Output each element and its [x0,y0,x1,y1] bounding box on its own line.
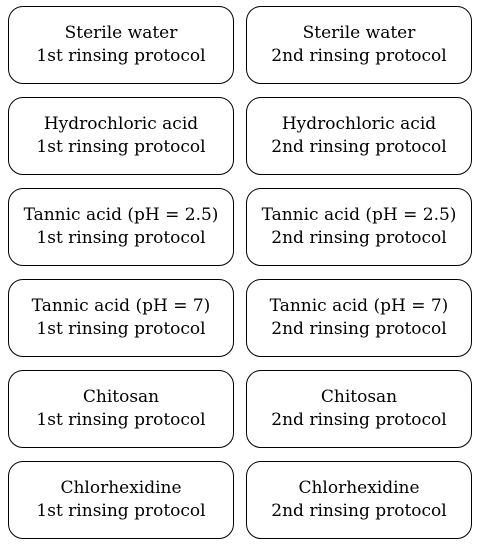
protocol-label: 2nd rinsing protocol [271,410,447,430]
protocol-label: 1st rinsing protocol [36,319,206,339]
box-hydrochloric-acid-1st [8,97,234,175]
treatment-label: Tannic acid (pH = 7) [31,296,211,316]
box-tannic-acid-ph7-2nd [246,279,472,357]
protocol-label: 1st rinsing protocol [36,137,206,157]
box-tannic-acid-ph7-1st [8,279,234,357]
protocol-label: 2nd rinsing protocol [271,46,447,66]
protocol-label: 2nd rinsing protocol [271,319,447,339]
treatment-label: Chlorhexidine [60,478,182,498]
treatment-label: Sterile water [302,23,416,43]
treatment-label: Hydrochloric acid [43,114,199,134]
protocol-label: 2nd rinsing protocol [271,501,447,521]
treatment-label: Sterile water [64,23,178,43]
box-tannic-acid-ph25-2nd [246,188,472,266]
treatment-label: Tannic acid (pH = 7) [269,296,449,316]
box-chlorhexidine-1st [8,461,234,539]
protocol-label: 1st rinsing protocol [36,46,206,66]
box-sterile-water-1st [8,6,234,84]
protocol-label: 1st rinsing protocol [36,410,206,430]
box-tannic-acid-ph25-1st [8,188,234,266]
treatment-label: Chitosan [320,387,398,407]
protocol-label: 1st rinsing protocol [36,501,206,521]
box-chitosan-2nd [246,370,472,448]
treatment-label: Chitosan [82,387,160,407]
treatment-label: Tannic acid (pH = 2.5) [23,205,219,225]
box-chitosan-1st [8,370,234,448]
protocol-label: 2nd rinsing protocol [271,137,447,157]
treatment-label: Hydrochloric acid [281,114,437,134]
protocol-label: 2nd rinsing protocol [271,228,447,248]
treatment-label: Tannic acid (pH = 2.5) [261,205,457,225]
box-sterile-water-2nd [246,6,472,84]
treatment-label: Chlorhexidine [298,478,420,498]
box-hydrochloric-acid-2nd [246,97,472,175]
box-chlorhexidine-2nd [246,461,472,539]
protocol-label: 1st rinsing protocol [36,228,206,248]
